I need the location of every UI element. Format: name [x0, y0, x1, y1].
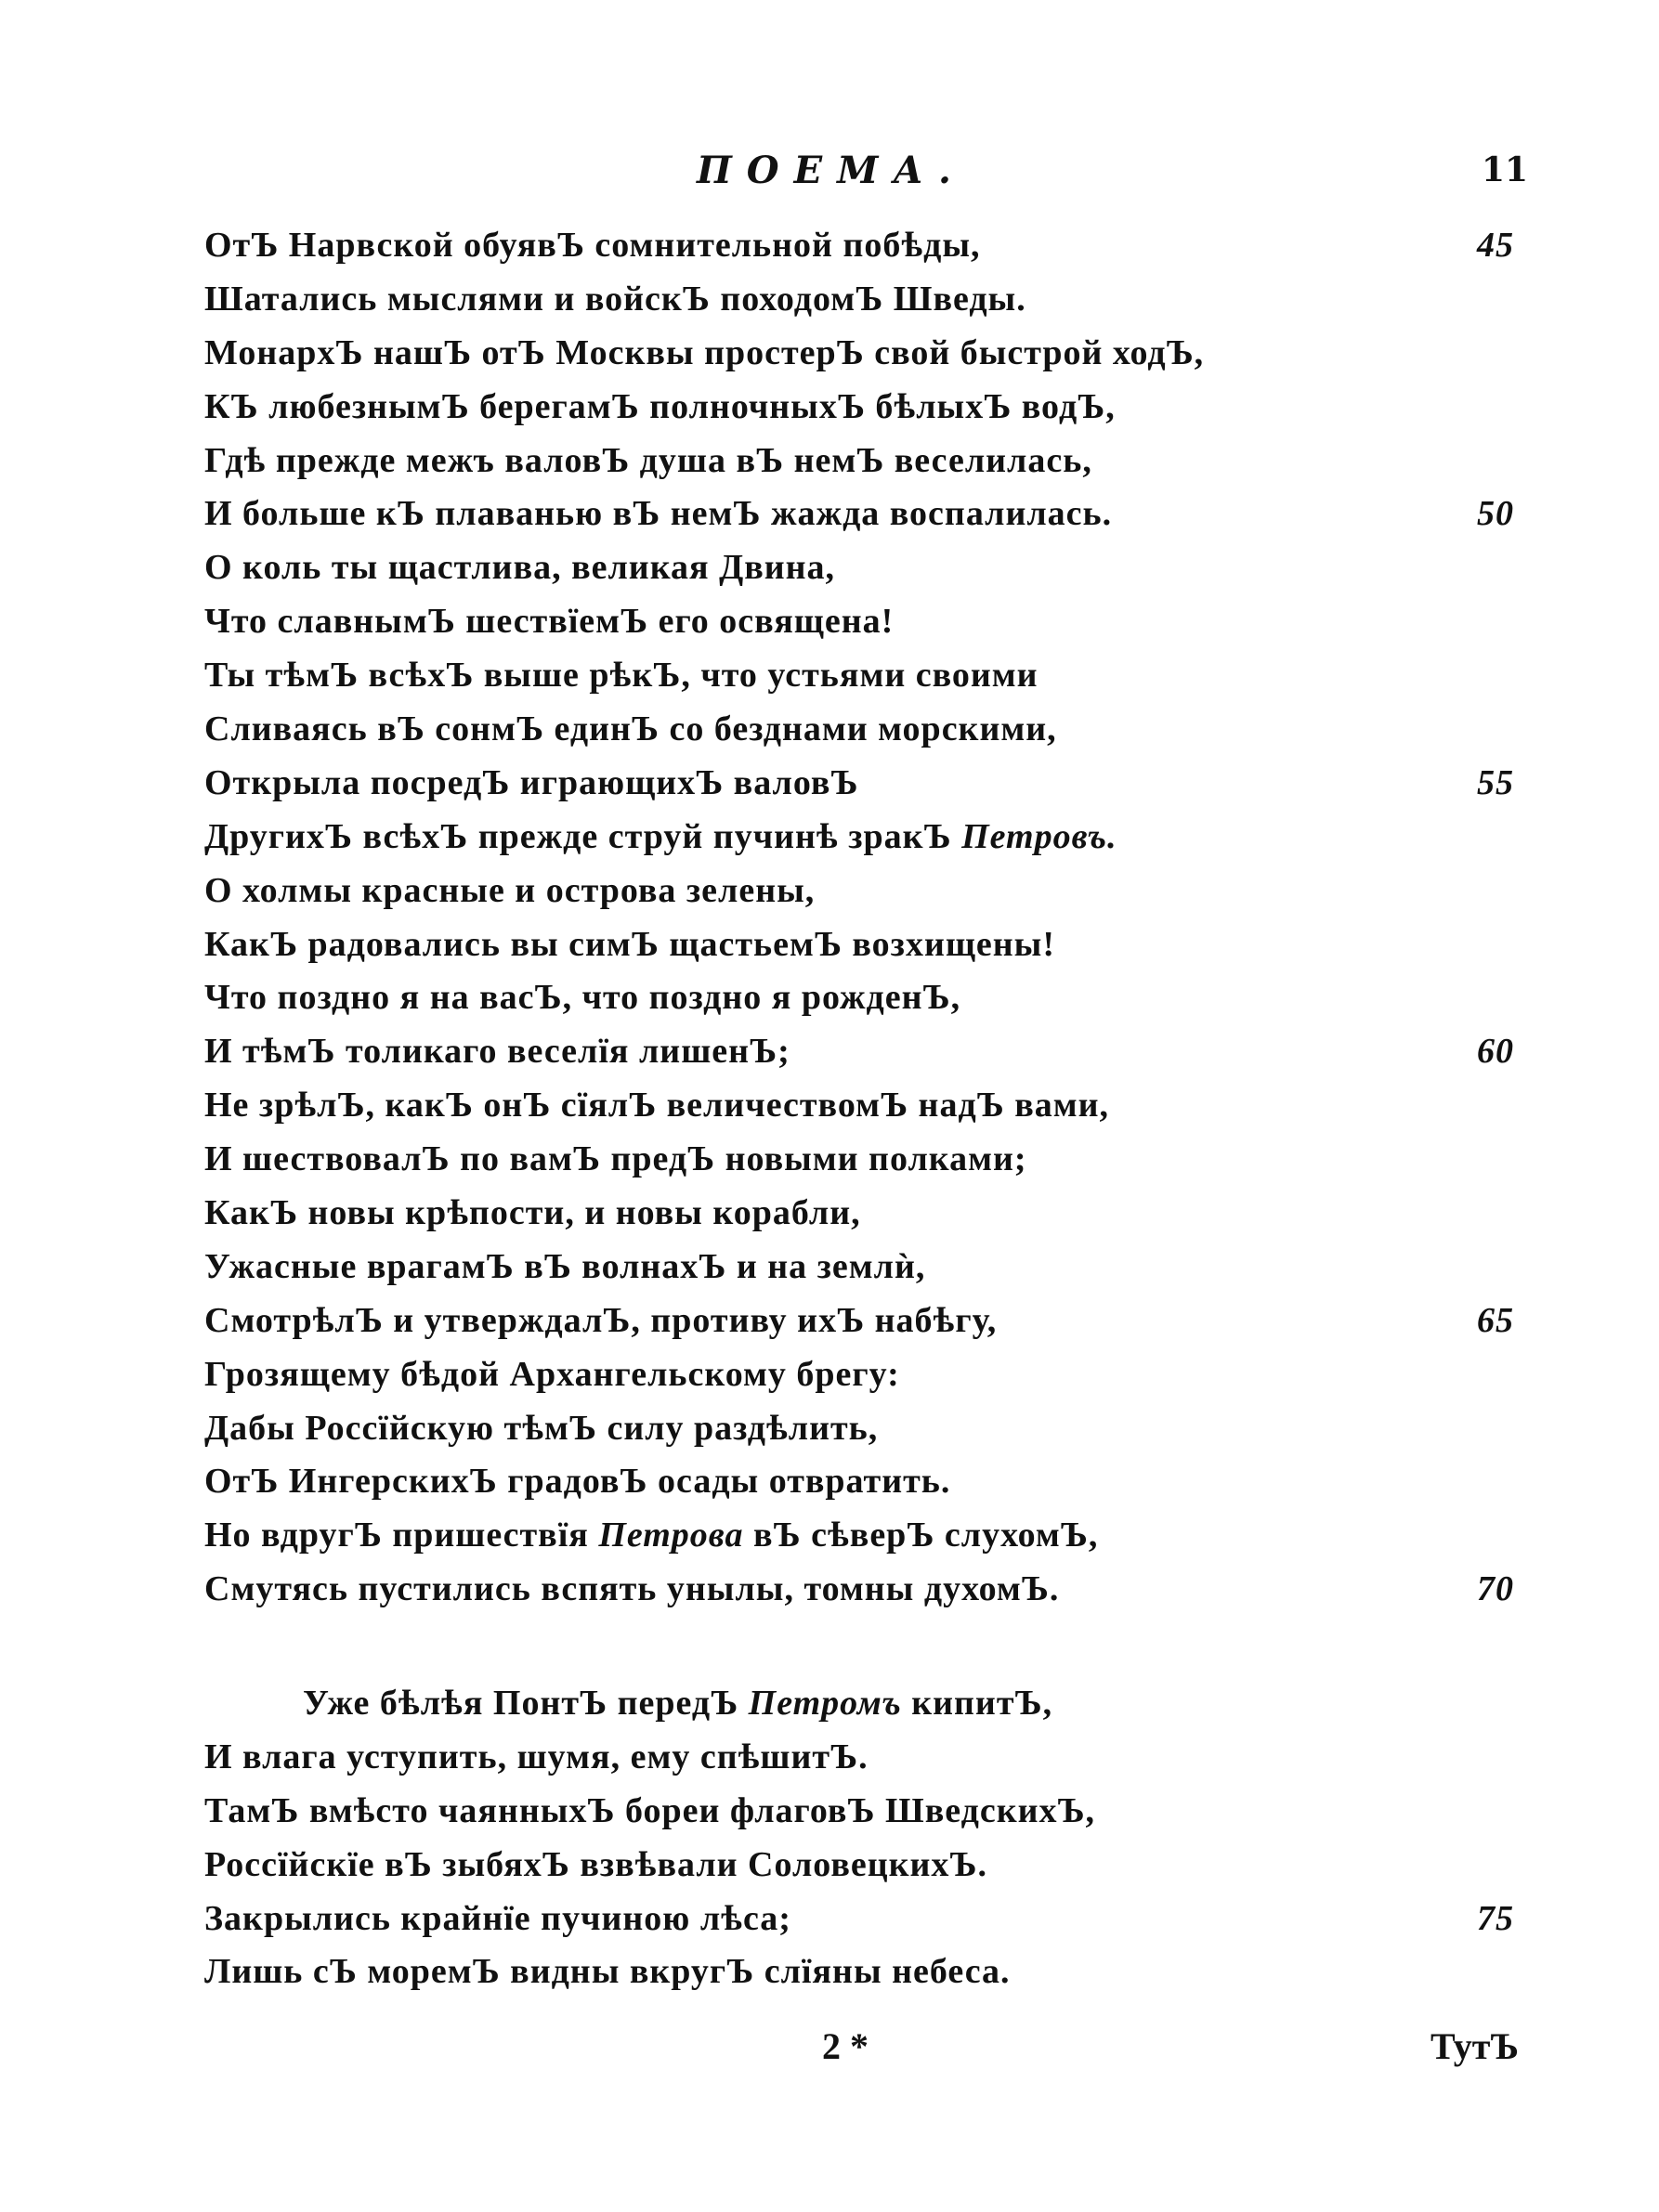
- verse-text: [204, 1193, 861, 1232]
- verse-line: [204, 1295, 1542, 1348]
- verse-text-part: И влага уступить, шумя, ему спѣшитЪ.: [204, 1737, 869, 1776]
- verse-line: [204, 1677, 1542, 1731]
- verse-line: [204, 541, 1542, 595]
- verse-text-part: Закрылись крайнïе пучиною лѣса;: [204, 1898, 791, 1938]
- verse-text-part: Ужасные врагамЪ вЪ волнахЪ и на землѝ,: [204, 1246, 926, 1286]
- verse-text: [204, 1462, 950, 1501]
- stanza-2: [204, 1677, 1542, 1999]
- verse-line: [204, 865, 1542, 918]
- line-number: 45: [1477, 226, 1514, 265]
- line-number: 50: [1477, 494, 1514, 534]
- verse-text-part: Но вдругЪ пришествïя: [204, 1516, 599, 1555]
- verse-text: [204, 1086, 1109, 1125]
- verse-line: [204, 1893, 1542, 1946]
- verse-text-part: Грозящему бѣдой Архангельскому брегу:: [204, 1354, 900, 1394]
- verse-text: [204, 333, 1204, 372]
- verse-text: [204, 1952, 1011, 1991]
- verse-text: [204, 656, 1039, 695]
- verse-text: [204, 280, 1026, 319]
- verse-text-part: ОтЪ Нарвской обуявЪ сомнительной побѣды,: [204, 226, 981, 265]
- verse-line: [204, 649, 1542, 703]
- verse-text: [204, 494, 1112, 533]
- verse-text-part: И шествовалЪ по вамЪ предЪ новыми полками;: [204, 1139, 1027, 1179]
- verse-text: [204, 1355, 900, 1394]
- verse-line: [204, 971, 1542, 1025]
- verse-text: [204, 1301, 997, 1340]
- verse-line: [204, 1079, 1542, 1133]
- verse-text-part: О коль ты щастлива, великая Двина,: [204, 548, 836, 588]
- verse-line: [204, 1402, 1542, 1456]
- line-number: 75: [1477, 1898, 1514, 1938]
- verse-text-part: КЪ любезнымЪ берегамЪ полночныхЪ бѣлыхЪ водЪ,: [204, 386, 1116, 426]
- verse-text: [204, 1684, 1052, 1723]
- verse-line: [204, 1133, 1542, 1187]
- verse-line: [204, 703, 1542, 757]
- line-number: 60: [1477, 1032, 1514, 1072]
- line-number: 70: [1477, 1569, 1514, 1609]
- italic-proper-name: Петрова: [598, 1516, 744, 1555]
- verse-text: [204, 925, 1055, 964]
- verse-text-part: ОтЪ ИнгерскихЪ градовЪ осады отвратить.: [204, 1462, 951, 1502]
- verse-text-part: И тѣмЪ толикаго веселïя лишенЪ;: [204, 1032, 790, 1072]
- line-number: 55: [1477, 762, 1514, 802]
- verse-text-part: КакЪ радовались вы симЪ щастьемЪ возхищены!: [204, 924, 1055, 964]
- verse-line: [204, 435, 1542, 488]
- verse-text: [204, 1516, 1098, 1555]
- verse-text: [204, 1569, 1059, 1608]
- verse-line: [204, 1187, 1542, 1241]
- verse-text-part: Россïйскïе вЪ зыбяхЪ взвѣвали СоловецкихЪ.: [204, 1844, 988, 1884]
- verse-line: [204, 1025, 1542, 1079]
- verse-text-part: Не зрѣлЪ, какЪ онЪ сïялЪ величествомЪ надЪ вами,: [204, 1086, 1110, 1126]
- catchword: ТутЪ: [1430, 2025, 1519, 2067]
- verse-text-part: ТамЪ вмѣсто чаянныхЪ бореи флаговЪ ШведскихЪ,: [204, 1790, 1096, 1830]
- line-number: 65: [1477, 1300, 1514, 1340]
- verse-text: [204, 763, 859, 802]
- stanza-1: [204, 219, 1542, 1617]
- verse-text: [204, 1032, 790, 1071]
- verse-line: [204, 811, 1542, 865]
- verse-text-part: И больше кЪ плаванью вЪ немЪ жажда воспалилась.: [204, 494, 1113, 534]
- verse-text: [204, 1791, 1095, 1830]
- verse-text-part: Открыла посредЪ играющихЪ валовЪ: [204, 762, 859, 802]
- verse-line: [204, 1241, 1542, 1295]
- verse-text-part: Смутясь пустились вспять унылы, томны духомЪ.: [204, 1569, 1060, 1609]
- verse-text: [204, 817, 1117, 856]
- page-number: 11: [1482, 150, 1529, 189]
- verse-text-part: КакЪ новы крѣпости, и новы корабли,: [204, 1193, 861, 1233]
- verse-text-part: О холмы красные и острова зелены,: [204, 870, 816, 910]
- verse-text-part: Уже бѣлѣя ПонтЪ передЪ: [303, 1684, 749, 1723]
- verse-line: [204, 1455, 1542, 1509]
- verse-text-part: Что славнымЪ шествïемЪ его освящена!: [204, 602, 895, 642]
- verse-text-part: Сливаясь вЪ сонмЪ единЪ со безднами морскими,: [204, 709, 1057, 749]
- verse-line: [204, 918, 1542, 972]
- italic-proper-name: Петромъ: [748, 1684, 902, 1723]
- verse-text-part: Ты тѣмЪ всѣхЪ выше рѣкЪ, что устьями своими: [204, 656, 1039, 696]
- verse-text: [204, 226, 981, 265]
- verse-line: [204, 1509, 1542, 1563]
- verse-line: [204, 1839, 1542, 1893]
- verse-text-part: ДругихЪ всѣхЪ прежде струй пучинѣ зракЪ: [204, 816, 962, 856]
- verse-line: [204, 381, 1542, 435]
- verse-text: [204, 1845, 987, 1884]
- verse-line: [204, 1945, 1542, 1999]
- verse-line: [204, 488, 1542, 541]
- verse-line: [204, 757, 1542, 811]
- running-title: ПОЕМА.: [697, 149, 966, 192]
- verse-line: [204, 595, 1542, 649]
- verse-text: [204, 602, 894, 641]
- verse-line: [204, 219, 1542, 273]
- verse-text-part: Что поздно я на васЪ, что поздно я рожденЪ,: [204, 978, 961, 1018]
- verse-text-tail: вЪ сѣверЪ слухомЪ,: [743, 1516, 1099, 1555]
- verse-line: [204, 1731, 1542, 1785]
- verse-text: [204, 1409, 878, 1448]
- verse-line: [204, 327, 1542, 381]
- verse-line: [204, 1785, 1542, 1839]
- verse-text: [204, 548, 835, 587]
- verse-line: [204, 1348, 1542, 1402]
- verse-text-part: Лишь сЪ моремЪ видны вкругЪ слïяны небеса.: [204, 1952, 1011, 1992]
- verse-line: [204, 1563, 1542, 1617]
- verse-text: [204, 871, 815, 910]
- verse-text-tail: кипитЪ,: [901, 1684, 1053, 1723]
- verse-text: [204, 387, 1116, 426]
- verse-text-part: МонархЪ нашЪ отЪ Москвы простерЪ свой быстрой ходЪ,: [204, 332, 1205, 372]
- verse-text: [204, 1247, 925, 1286]
- verse-text: [204, 1737, 869, 1776]
- verse-text: [204, 1139, 1027, 1178]
- verse-text-part: СмотрѣлЪ и утверждалЪ, противу ихЪ набѣгу,: [204, 1300, 998, 1340]
- verse-text-part: Шатались мыслями и войскЪ походомЪ Шведы.: [204, 279, 1026, 319]
- verse-text: [204, 709, 1057, 748]
- verse-text-part: Дабы Россïйскую тѣмЪ силу раздѣлить,: [204, 1408, 879, 1448]
- verse-text: [204, 441, 1092, 480]
- verse-text: [204, 978, 960, 1017]
- italic-proper-name: Петровъ.: [961, 816, 1117, 856]
- signature-mark: 2 *: [822, 2025, 869, 2067]
- verse-line: [204, 273, 1542, 327]
- verse-text: [204, 1899, 791, 1938]
- verse-text-part: Гдѣ прежде межъ валовЪ душа вЪ немЪ веселилась,: [204, 440, 1092, 480]
